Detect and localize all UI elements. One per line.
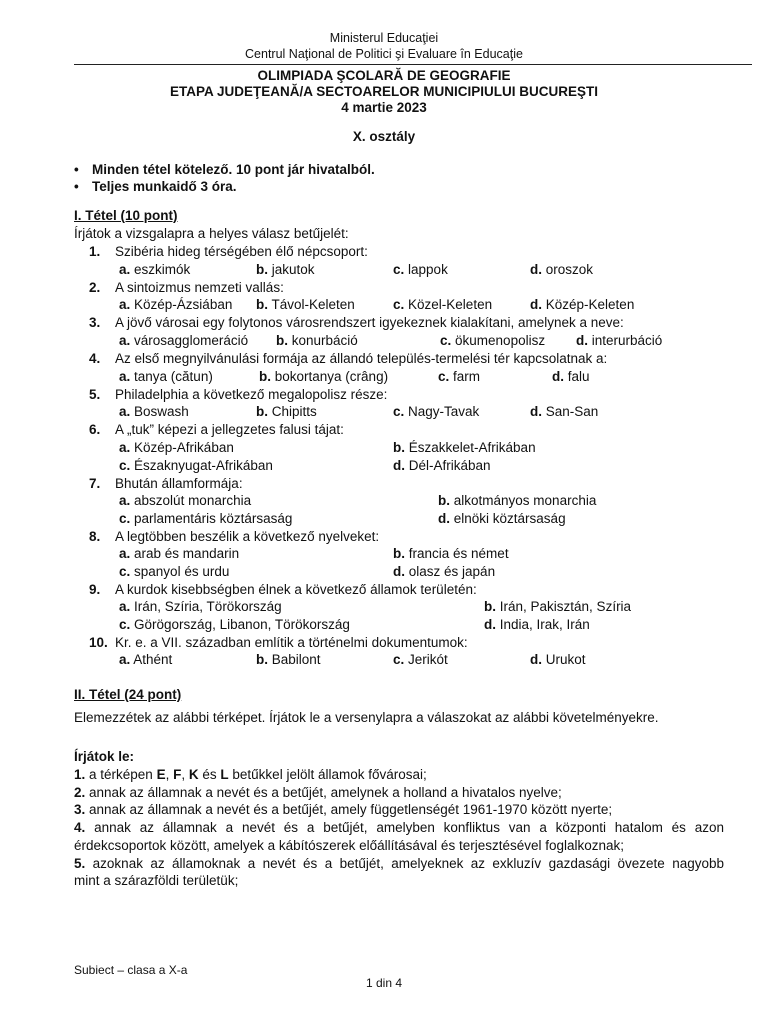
answer-option: a. Boswash — [119, 404, 189, 419]
question-number: 2. — [89, 280, 101, 295]
answer-option: c. Nagy-Tavak — [393, 404, 480, 419]
answer-option: d. Közép-Keleten — [530, 297, 635, 312]
question-number: 1. — [89, 244, 101, 259]
answer-option: b. alkotmányos monarchia — [438, 493, 597, 508]
page-number: 1 din 4 — [365, 976, 403, 990]
question-number: 4. — [89, 351, 101, 366]
task-item: 1. a térképen E, F, K és L betűkkel jelölt államok fővárosai; — [74, 767, 427, 782]
answer-option: b. Chipitts — [256, 404, 317, 419]
question-number: 8. — [89, 529, 101, 544]
answer-option: d. interurbáció — [576, 333, 663, 348]
olympiad-title: OLIMPIADA ŞCOLARĂ DE GEOGRAFIE — [257, 68, 511, 83]
answer-option: a. abszolút monarchia — [119, 493, 252, 508]
task-item: 5. azoknak az államoknak a nevét és a betűjét, amelyeknek az exkluzív gazdasági övezete nagyobb — [74, 856, 724, 871]
answer-option: b. jakutok — [256, 262, 315, 277]
answer-option: d. India, Irak, Irán — [484, 617, 590, 632]
section-2-intro: Elemezzétek az alábbi térképet. Írjátok le a versenylapra a válaszokat az alábbi követelményekre. — [74, 710, 659, 725]
question-number: 6. — [89, 422, 101, 437]
question-text: Bhután államformája: — [115, 476, 243, 491]
question-text: Szibéria hideg térségében élő népcsoport: — [115, 244, 368, 259]
section-1-instruction: Írjátok a vizsgalapra a helyes válasz betűjelét: — [74, 226, 349, 241]
task-item: 2. annak az államnak a nevét és a betűjét, amelynek a holland a hivatalos nyelve; — [74, 785, 562, 800]
answer-option: a. arab és mandarin — [119, 546, 240, 561]
question-text: A sintoizmus nemzeti vallás: — [115, 280, 284, 295]
question-number: 9. — [89, 582, 101, 597]
footer-subject: Subiect – clasa a X-a — [74, 963, 188, 977]
stage-title: ETAPA JUDEŢEANĂ/A SECTOARELOR MUNICIPIULUI BUCUREŞTI — [169, 84, 599, 99]
center-name: Centrul Naţional de Politici şi Evaluare în Educaţie — [245, 47, 523, 61]
question-text: A jövő városai egy folytonos városrendszert igyekeznek kialakítani, amelynek a neve: — [115, 315, 624, 330]
answer-option: c. Görögország, Libanon, Törökország — [119, 617, 350, 632]
question-text: Az első megnyilvánulási formája az állandó település-termelési tér kapcsolatnak a: — [115, 351, 608, 366]
answer-option: a. városagglomeráció — [119, 333, 249, 348]
task-item-continuation: érdekcsoportok között, amelyek a kábítószerek előállításával és terjesztésével foglalkoznak; — [74, 838, 625, 853]
answer-option: c. Jerikót — [393, 652, 448, 667]
answer-option: c. ökumenopolisz — [440, 333, 546, 348]
answer-option: c. farm — [438, 369, 481, 384]
task-item-continuation: mint a szárazföldi területük; — [74, 873, 239, 888]
answer-option: d. falu — [552, 369, 590, 384]
write-heading: Írjátok le: — [74, 749, 135, 764]
answer-option: b. Északkelet-Afrikában — [393, 440, 536, 455]
question-number: 3. — [89, 315, 101, 330]
question-number: 7. — [89, 476, 101, 491]
answer-option: a. tanya (cătun) — [119, 369, 213, 384]
task-item: 3. annak az államnak a nevét és a betűjét, amely függetlenségét 1961-1970 között nyerte; — [74, 802, 613, 817]
answer-option: a. Athént — [119, 652, 173, 667]
answer-option: c. Északnyugat-Afrikában — [119, 458, 273, 473]
header-rule — [74, 64, 752, 65]
question-text: Philadelphia a következő megalopolisz része: — [115, 387, 388, 402]
section-1-heading: I. Tétel (10 pont) — [74, 208, 178, 223]
answer-option: a. Közép-Afrikában — [119, 440, 234, 455]
rule-bullet: • Minden tétel kötelező. 10 pont jár hivatalból. — [74, 162, 375, 177]
answer-option: d. Dél-Afrikában — [393, 458, 491, 473]
answer-option: d. Urukot — [530, 652, 586, 667]
question-text: A „tuk” képezi a jellegzetes falusi tájat: — [115, 422, 344, 437]
question-text: A kurdok kisebbségben élnek a következő államok területén: — [115, 582, 477, 597]
answer-option: b. konurbáció — [276, 333, 358, 348]
answer-option: c. Közel-Keleten — [393, 297, 493, 312]
answer-option: d. olasz és japán — [393, 564, 496, 579]
answer-option: b. francia és német — [393, 546, 509, 561]
answer-option: c. spanyol és urdu — [119, 564, 230, 579]
question-number: 10. — [89, 635, 108, 650]
answer-option: b. Irán, Pakisztán, Szíria — [484, 599, 632, 614]
class-title: X. osztály — [352, 129, 416, 144]
answer-option: c. lappok — [393, 262, 448, 277]
rule-text: Teljes munkaidő 3 óra. — [92, 179, 237, 194]
answer-option: b. bokortanya (crâng) — [259, 369, 389, 384]
question-text: Kr. e. a VII. században említik a történelmi dokumentumok: — [115, 635, 468, 650]
answer-option: b. Babilont — [256, 652, 321, 667]
answer-option: d. San-San — [530, 404, 599, 419]
section-2-heading: II. Tétel (24 pont) — [74, 687, 182, 702]
question-text: A legtöbben beszélik a következő nyelveket: — [115, 529, 380, 544]
question-number: 5. — [89, 387, 101, 402]
rule-bullet: • Teljes munkaidő 3 óra. — [74, 179, 237, 194]
answer-option: a. eszkimók — [119, 262, 191, 277]
answer-option: c. parlamentáris köztársaság — [119, 511, 293, 526]
answer-option: d. elnöki köztársaság — [438, 511, 566, 526]
ministry-name: Ministerul Educaţiei — [329, 31, 439, 45]
answer-option: b. Távol-Keleten — [256, 297, 355, 312]
rule-text: Minden tétel kötelező. 10 pont jár hivatalból. — [92, 162, 375, 177]
answer-option: d. oroszok — [530, 262, 594, 277]
task-item: 4. annak az államnak a nevét és a betűjét, amelyben konfliktus van a központi hatalom és azon — [74, 820, 724, 835]
answer-option: a. Közép-Ázsiában — [119, 297, 233, 312]
exam-date: 4 martie 2023 — [341, 100, 427, 115]
answer-option: a. Irán, Szíria, Törökország — [119, 599, 282, 614]
